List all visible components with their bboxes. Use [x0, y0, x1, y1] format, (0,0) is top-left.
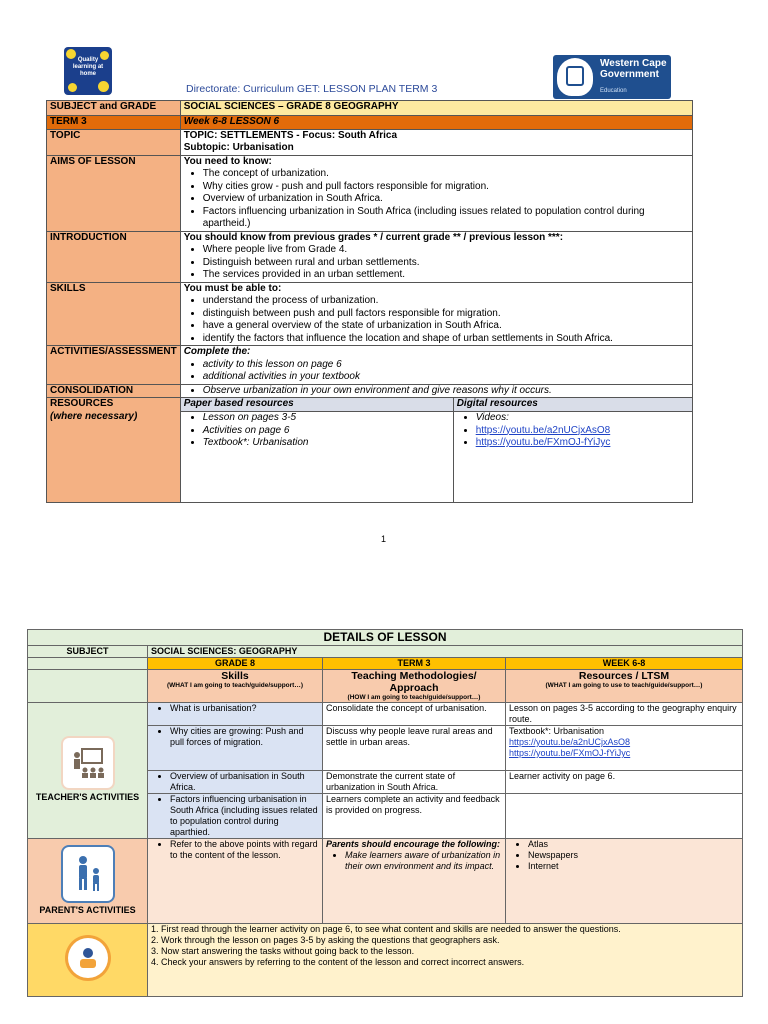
list-item: • have a general overview of the state of urbanization in South Africa. [203, 320, 689, 333]
subtopic-line: Subtopic: Urbanisation [183, 142, 294, 153]
learner-step: 4. Check your answers by referring to the content of the lesson and correct incorrect answers. [151, 957, 525, 967]
list-item: • Videos: [476, 412, 689, 425]
parent-label-text: PARENT'S ACTIVITIES [39, 904, 136, 915]
method-cell: Learners complete an activity and feedback is provided on progress. [323, 794, 506, 839]
teacher-activities-label [28, 703, 148, 839]
paper-resources-heading: Paper based resources [180, 398, 453, 412]
aims-heading: You need to know: [183, 155, 272, 167]
resource-cell [506, 726, 743, 771]
list-item: • Distinguish between rural and urban settlements. [203, 257, 689, 270]
list-item: • Why cities are growing: Push and pull forces of migration. [170, 726, 319, 748]
method-cell: Demonstrate the current state of urbanization in South Africa. [323, 771, 506, 794]
consolidation-cell [180, 384, 692, 398]
topic-line: TOPIC: SETTLEMENTS - Focus: South Africa [183, 129, 398, 141]
western-cape-logo [553, 55, 671, 99]
list-item: • Refer to the above points with regard to the content of the lesson. [170, 839, 319, 861]
header-title: Skills [221, 670, 249, 682]
list-item: • The concept of urbanization. [203, 168, 689, 181]
aims-label: AIMS OF LESSON [47, 155, 181, 231]
table-row [148, 703, 323, 726]
parent-skill-cell [148, 839, 323, 924]
introduction-cell [180, 231, 692, 282]
video-link[interactable]: https://youtu.be/a2nUCjxAsO8 [509, 737, 631, 747]
list-item: • distinguish between push and pull factors responsible for migration. [203, 308, 689, 321]
paper-resources-cell [180, 412, 453, 503]
activities-cell [180, 346, 692, 385]
logo-title: Western Cape Government [600, 58, 667, 80]
method-cell: Discuss why people leave rural areas and settle in urban areas. [323, 726, 506, 771]
learner-icon [68, 938, 108, 978]
list-item: • Make learners aware of urbanization in their own environment and its impact. [345, 850, 502, 872]
table-row [148, 794, 323, 839]
list-item: • Newspapers [528, 850, 739, 861]
resource-cell [506, 794, 743, 839]
learner-activities-label [28, 924, 148, 997]
parent-icon [63, 847, 113, 901]
grade-header: GRADE 8 [148, 658, 323, 670]
aims-cell [180, 155, 692, 231]
details-title: DETAILS OF LESSON [28, 630, 743, 646]
skills-heading: You must be able to: [183, 282, 282, 294]
details-table [27, 629, 743, 997]
term-label: TERM 3 [47, 116, 181, 130]
list-item: • activity to this lesson on page 6 [203, 359, 689, 372]
table-row [148, 771, 323, 794]
header-title: Teaching Methodologies/ Approach [351, 670, 477, 694]
video-link[interactable]: https://youtu.be/a2nUCjxAsO8 [475, 424, 611, 436]
details-subject-label: SUBJECT [28, 646, 148, 658]
resources-label [47, 398, 181, 503]
skills-header [148, 670, 323, 703]
topic-label: TOPIC [47, 129, 181, 155]
list-item: • Lesson on pages 3-5 [203, 412, 450, 425]
subject-value: SOCIAL SCIENCES – GRADE 8 GEOGRAPHY [180, 101, 692, 116]
video-link[interactable]: https://youtu.be/FXmOJ-fYiJyc [475, 437, 611, 448]
header-title: Resources / LTSM [578, 670, 670, 682]
resources-note: (where necessary) [50, 410, 138, 422]
logo-text: Quality learning at home [72, 57, 104, 77]
learner-step: 3. Now start answering the tasks without going back to the lesson. [151, 946, 415, 956]
methodologies-header [323, 670, 506, 703]
teacher-label-text: TEACHER'S ACTIVITIES [35, 792, 140, 802]
logo-subtitle: Education [600, 88, 627, 94]
parent-method-cell [323, 839, 506, 924]
teacher-icon [63, 738, 113, 788]
activities-heading: Complete the: [183, 346, 251, 357]
introduction-label: INTRODUCTION [47, 231, 181, 282]
page-number: 1 [381, 534, 387, 544]
method-cell: Consolidate the concept of urbanisation. [323, 703, 506, 726]
term-value: Week 6-8 LESSON 6 [180, 116, 692, 130]
list-item: • The services provided in an urban settlement. [203, 269, 689, 282]
digital-resources-cell [453, 412, 692, 503]
list-item: • Factors influencing urbanisation in South Africa (including issues related to population control during aparthied. [170, 794, 319, 838]
skills-cell [180, 282, 692, 346]
details-subject-value: SOCIAL SCIENCES: GEOGRAPHY [148, 646, 743, 658]
list-item: • Why cities grow - push and pull factors responsible for migration. [203, 181, 689, 194]
introduction-heading: You should know from previous grades * / current grade ** / previous lesson ***: [183, 231, 564, 243]
consolidation-label: CONSOLIDATION [47, 384, 181, 398]
list-item: • Textbook*: Urbanisation [203, 437, 450, 450]
list-item: • Internet [528, 861, 739, 872]
term-header: TERM 3 [323, 658, 506, 670]
header-note: (HOW I am going to teach/guide/support…) [347, 694, 481, 701]
resource-cell: Lesson on pages 3-5 according to the geography enquiry route. [506, 703, 743, 726]
parent-activities-label [28, 839, 148, 924]
list-item: • Factors influencing urbanization in South Africa (including issues related to population control during apartheid.) [203, 206, 689, 231]
crest-icon [557, 58, 593, 96]
resources-header [506, 670, 743, 703]
directorate-heading: Directorate: Curriculum GET: LESSON PLAN TERM 3 [186, 83, 438, 95]
topic-value [180, 129, 692, 155]
learner-steps-cell [148, 924, 743, 997]
subject-label: SUBJECT and GRADE [47, 101, 181, 116]
skills-label: SKILLS [47, 282, 181, 346]
list-item: • Overview of urbanization in South Africa. [203, 193, 689, 206]
video-link[interactable]: https://youtu.be/FXmOJ-fYiJyc [509, 748, 631, 758]
list-item: • understand the process of urbanization. [203, 295, 689, 308]
list-item: • Observe urbanization in your own environment and give reasons why it occurs. [203, 385, 689, 398]
list-item: • Activities on page 6 [203, 425, 450, 438]
quality-learning-logo [64, 47, 112, 95]
parent-resources-cell [506, 839, 743, 924]
learner-step: 2. Work through the lesson on pages 3-5 by asking the questions that geographers ask. [151, 935, 500, 945]
resource-text: Textbook*: Urbanisation [509, 726, 605, 736]
table-row [148, 726, 323, 771]
activities-label: ACTIVITIES/ASSESSMENT [47, 346, 181, 385]
resource-cell: Learner activity on page 6. [506, 771, 743, 794]
list-item: • Atlas [528, 839, 739, 850]
digital-resources-heading: Digital resources [453, 398, 692, 412]
parent-method-heading: Parents should encourage the following: [326, 839, 501, 849]
list-item: • additional activities in your textbook [203, 371, 689, 384]
week-header: WEEK 6-8 [506, 658, 743, 670]
list-item: • What is urbanisation? [170, 703, 319, 714]
list-item: • Where people live from Grade 4. [203, 244, 689, 257]
resources-label-text: RESOURCES [50, 398, 114, 409]
header-note: (WHAT I am going to teach/guide/support…) [166, 682, 303, 689]
list-item: • identify the factors that influence the location and shape of urban settlements in South Africa. [203, 333, 689, 346]
lesson-plan-table [46, 100, 693, 503]
learner-step: 1. First read through the learner activity on page 6, to see what content and skills are needed to answer the questions. [151, 924, 621, 934]
list-item: • Overview of urbanisation in South Africa. [170, 771, 319, 793]
header-note: (WHAT I am going to use to teach/guide/support…) [545, 682, 703, 689]
